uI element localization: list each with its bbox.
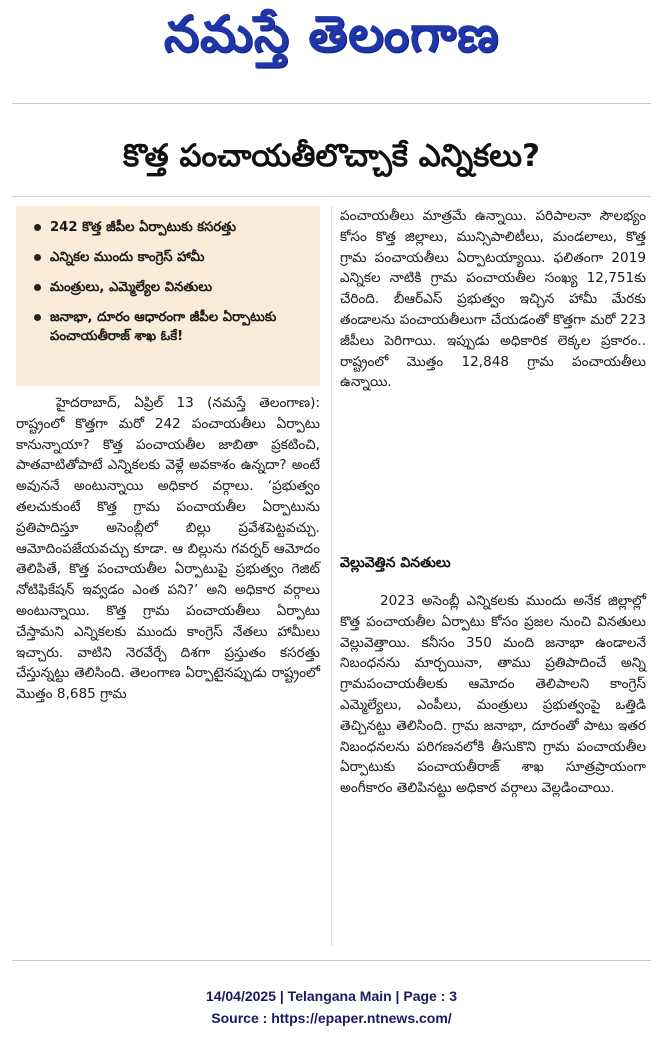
- bullet-icon: [34, 254, 41, 261]
- highlight-item: [34, 248, 310, 267]
- bullet-icon: [34, 284, 41, 291]
- article-paragraph: పంచాయతీలు మాత్రమే ఉన్నాయి. పరిపాలనా సౌలభ్యం కోసం కొత్త జిల్లాలు, మున్సిపాలిటీలు, మండలాలు, కొత్త గ్రామ పంచాయతీలు ఏర్పాటయ్యాయి. ఫలితంగా 2019 ఎన్నికల నాటికి గ్రామ పంచాయతీల సంఖ్య 12,751కు చేరింది. బీఆర్‌ఎస్‌ ప్రభుత్వం ఇచ్చిన హామీ మేరకు తండాలను పంచాయతీలుగా చేయడంతో కొత్తగా మరో 223 జీపీలు పెరిగాయి. ఇప్పుడు అధికారిక లెక్కల ప్రకారం.. రాష్ట్రంలో మొత్తం 12,848 గ్రామ పంచాయతీలు ఉన్నాయి.: [340, 208, 646, 391]
- masthead: [0, 0, 663, 80]
- highlight-text: 242 కొత్త జీపీల ఏర్పాటుకు కసరత్తు: [50, 220, 237, 235]
- highlights-list: [34, 218, 310, 346]
- article-column-right-bottom: [340, 591, 646, 799]
- article-text: 2023 అసెంబ్లీ ఎన్నికలకు ముందు అనేక జిల్లాల్లో కొత్త పంచాయతీల ఏర్పాటు కోసం ప్రజల నుంచి వినతులు వెల్లువెత్తాయి. కనీసం 350 మంది జనాభా ఉండాలనే నిబంధనను మార్చయినా, తాము ప్రతిపాదించే అన్ని గ్రామపంచాయతీలకు ఆమోదం తెలిపాలని కాంగ్రెస్‌ ఎమ్మెల్యేలు, ఎంపీలు, మంత్రులు ప్రభుత్వంపై ఒత్తిడి తెచ్చినట్టు తెలిసింది. గ్రామ జనాభా, దూరంతో పాటు ఇతర నిబంధనలను పరిగణనలోకి తీసుకొని గ్రామ పంచాయతీల ఏర్పాటుకు పంచాయతీరాజ్‌ శాఖ సూత్రప్రాయంగా అంగీకారం తెలిపినట్టు అధికార వర్గాలు వెల్లడించాయి.: [340, 593, 646, 797]
- divider: [12, 196, 651, 197]
- article-subheading: వెల్లువెత్తిన వినతులు: [340, 555, 451, 571]
- page-footer: [0, 985, 663, 1029]
- bullet-icon: [34, 314, 41, 321]
- article-column-left: [16, 393, 320, 705]
- highlight-item: [34, 278, 310, 297]
- masthead-title: నమస్తే తెలంగాణ: [163, 4, 500, 63]
- bullet-icon: [34, 224, 41, 231]
- divider: [12, 960, 651, 961]
- article-text: హైదరాబాద్‌, ఏప్రిల్‌ 13 (నమస్తే తెలంగాణ): రాష్ట్రంలో కొత్తగా మరో 242 పంచాయతీలు ఏర్పాటు కానున్నాయా? కొత్త పంచాయతీల జాబితా ప్రకటించి, పాతవాటితోపాటే ఎన్నికలకు వెళ్లే అవకాశం ఉన్నదా? అంటే అవుననే అంటున్నాయి అధికార వర్గాలు. ‘ప్రభుత్వం తలచుకుంటే కొత్త గ్రామ పంచాయతీల ఏర్పాటును ప్రతిపాదిస్తూ అసెంబ్లీలో బిల్లు ప్రవేశపెట్టవచ్చు. ఆమోదింపజేయవచ్చు కూడా. ఆ బిల్లును గవర్నర్‌ ఆమోదం తెలిపితే, కొత్త పంచాయతీల ఏర్పాటుపై ప్రభుత్వం గెజిట్‌ నోటిఫికేషన్‌ ఇవ్వడం ఎంత పని?’ అని అధికార వర్గాలు అంటున్నాయి. కొత్త గ్రామ పంచాయతీలు ఏర్పాటు చేస్తామని ఎన్నికలకు ముందు కాంగ్రెస్‌ నేతలు హామీలు ఇచ్చారు. వాటిని నెరవేర్చే దిశగా ప్రస్తుతం కసరత్తు చేస్తున్నట్టు తెలిసింది. తెలంగాణ ఏర్పాటైనప్పుడు రాష్ట్రంలో మొత్తం 8,685 గ్రామ: [16, 395, 320, 703]
- article-column-right-top: [340, 206, 646, 393]
- divider: [12, 103, 651, 104]
- article-paragraph: [340, 591, 646, 799]
- highlight-item: [34, 308, 310, 346]
- highlight-text: జనాభా, దూరం ఆధారంగా జీపీల ఏర్పాటుకు పంచాయతీరాజ్‌ శాఖ ఓకే!: [50, 310, 277, 344]
- highlight-text: ఎన్నికల ముందు కాంగ్రెస్‌ హామీ: [50, 250, 205, 265]
- highlights-box: [16, 206, 320, 386]
- column-divider: [331, 206, 332, 946]
- highlight-item: [34, 218, 310, 237]
- footer-date-line: 14/04/2025 | Telangana Main | Page : 3: [205, 988, 458, 1004]
- highlight-text: మంత్రులు, ఎమ్మెల్యేల వినతులు: [50, 280, 213, 295]
- page-title: కొత్త పంచాయతీలొచ్చాకే ఎన్నికలు?: [123, 138, 540, 174]
- footer-source-link[interactable]: Source : https://epaper.ntnews.com/: [211, 1010, 452, 1026]
- article-paragraph: [16, 393, 320, 705]
